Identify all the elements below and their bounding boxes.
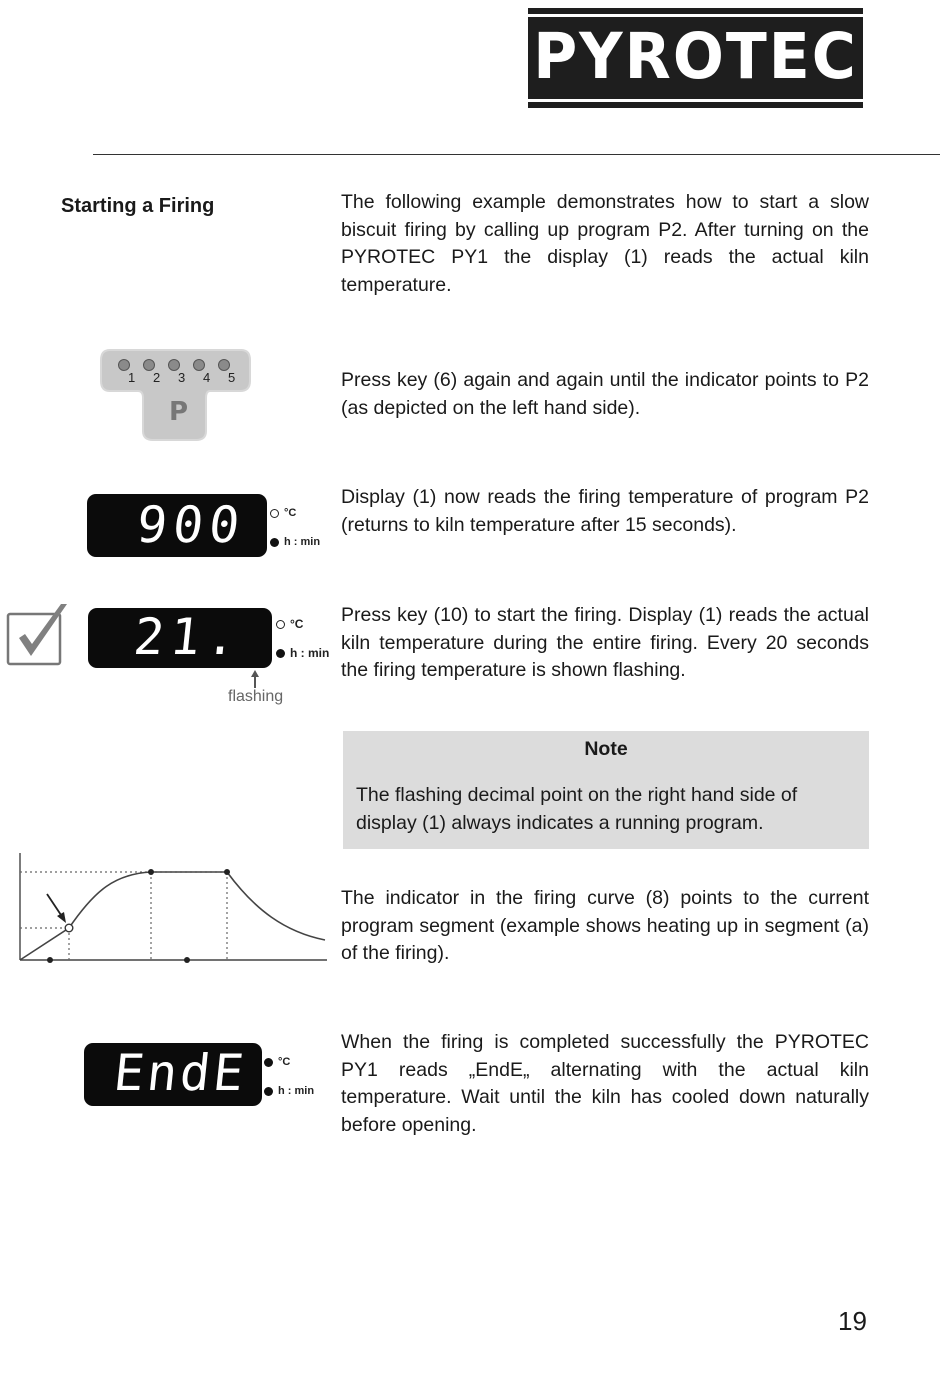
unit-time-indicator: h : min	[270, 536, 320, 548]
unit-celsius-indicator: °C	[264, 1056, 290, 1068]
logo-wordmark: PYROTEC	[533, 20, 858, 94]
axis-point	[184, 957, 190, 963]
indicator-number: 3	[178, 370, 186, 385]
section-title: Starting a Firing	[61, 195, 215, 217]
note-body: The flashing decimal point on the right hand side of display (1) always indicates a running program.	[356, 784, 798, 834]
led-display-program-temp	[87, 494, 267, 557]
indicator-number: 4	[203, 370, 211, 385]
unit-celsius-indicator: °C	[270, 507, 296, 519]
display-value: 900	[133, 496, 249, 554]
curve-point	[224, 869, 230, 875]
note-box	[343, 731, 869, 849]
curve-guide-lines	[20, 872, 227, 960]
curve-paragraph: The indicator in the firing curve (8) points to the current program segment (example shows heating up in segment (a) of the firing).	[341, 887, 869, 965]
led-on-icon	[270, 538, 279, 547]
led-on-icon	[264, 1058, 273, 1067]
led-on-icon	[264, 1087, 273, 1096]
indicator-number: 5	[228, 370, 236, 385]
axis-point	[47, 957, 53, 963]
indicator-number: 1	[128, 370, 136, 385]
firing-curve-diagram	[15, 850, 330, 965]
display-temp-paragraph: Display (1) now reads the firing temperature of program P2 (returns to kiln temperature after 15 seconds).	[341, 486, 869, 536]
arrow-up-icon	[250, 670, 260, 688]
led-display-kiln-temp	[88, 608, 272, 668]
program-key-illustration	[98, 348, 253, 443]
header-divider	[93, 154, 940, 155]
intro-paragraph: The following example demonstrates how to start a slow biscuit firing by calling up program P2. After turning on the PYROTEC PY1 the display (1) reads the actual kiln temperature.	[341, 191, 869, 297]
indicator-arrow-icon	[47, 894, 66, 923]
segment-indicator-marker	[65, 924, 73, 932]
pyrotec-logo	[528, 8, 863, 108]
note-title: Note	[584, 738, 628, 760]
firing-curve-line	[20, 872, 325, 960]
display-value: EndE	[110, 1044, 250, 1102]
end-paragraph: When the firing is completed successfully the PYROTEC PY1 reads „EndE„ alternating with the actual kiln temperature. Wait until the kiln has cooled down naturally before opening.	[341, 1031, 869, 1137]
select-program-paragraph: Press key (6) again and again until the indicator points to P2 (as depicted on the left hand side).	[341, 369, 869, 419]
page-number: 19	[838, 1306, 867, 1336]
led-off-icon	[270, 509, 279, 518]
indicator-number: 2	[153, 370, 161, 385]
flashing-caption: flashing	[228, 688, 284, 705]
unit-time-indicator: h : min	[264, 1085, 314, 1097]
unit-time-indicator: h : min	[276, 646, 329, 660]
led-off-icon	[276, 620, 285, 629]
program-key-letter: P	[169, 397, 189, 427]
unit-celsius-indicator: °C	[276, 617, 303, 631]
checkbox-check-icon	[5, 602, 69, 666]
led-on-icon	[276, 649, 285, 658]
led-display-end	[84, 1043, 262, 1106]
curve-point	[148, 869, 154, 875]
display-value: 21.	[130, 608, 246, 666]
start-firing-paragraph: Press key (10) to start the firing. Display (1) reads the actual kiln temperature during the entire firing. Every 20 seconds the firing temperature is shown flashing.	[341, 604, 869, 682]
